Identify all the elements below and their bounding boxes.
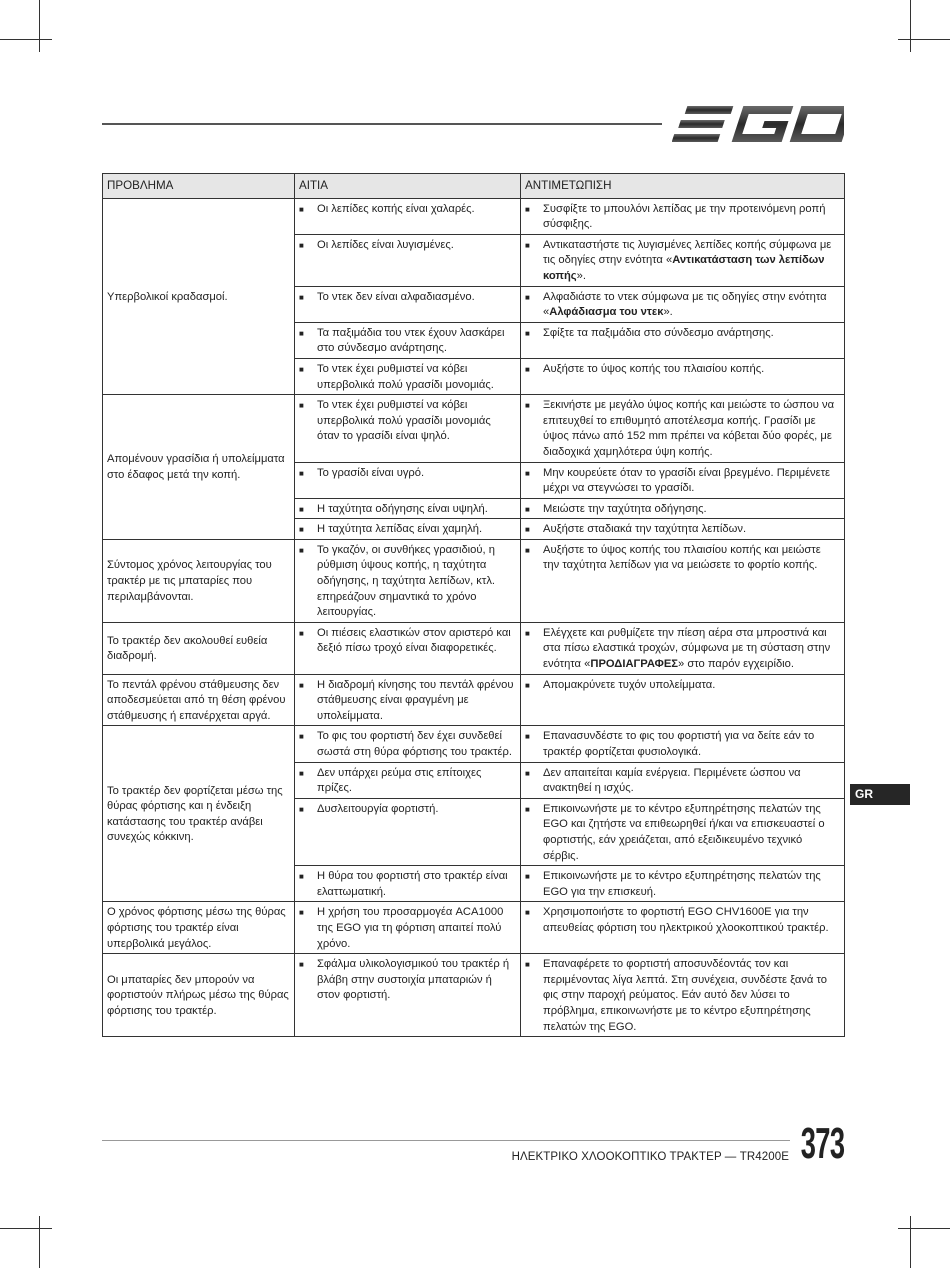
cause-cell [295, 286, 521, 322]
section-reference: Αλφάδιασμα του ντεκ [549, 306, 664, 319]
section-reference: ΠΡΟΔΙΑΓΡΑΦΕΣ [590, 658, 679, 671]
remedy-cell [521, 954, 845, 1037]
problem-cell: Το τρακτέρ δεν φορτίζεται μέσω της θύρας φόρτισης και η ένδειξη κατάστασης του τρακτέρ ανάβει συνεχώς κόκκινη. [103, 726, 295, 902]
remedy-segment: Επικοινωνήστε με το κέντρο εξυπηρέτησης πελατών της EGO και ζητήστε να επιθεωρηθεί ή/και να επισκευαστεί ο φορτιστής, εάν χρειάζεται, από εξειδικευμένο τεχνικό σέρβις. [543, 802, 825, 862]
cause-cell [295, 726, 521, 762]
cause-cell [295, 234, 521, 286]
remedy-segment: Επαναφέρετε το φορτιστή αποσυνδέοντάς τον και περιμένοντας λίγα λεπτά. Στη συνέχεια, συνδέστε ξανά το φις στην παροχή ρεύματος. Εάν αυτό δεν λύσει το πρόβλημα, επικοινωνήστε με το κέντρο εξυπηρέτησης πελατών της EGO. [543, 958, 827, 1033]
cause-cell [295, 498, 521, 519]
cause-text: ■ Η ταχύτητα οδήγησης είναι υψηλή. [299, 502, 516, 518]
crop-mark [910, 1216, 911, 1268]
remedy-text [525, 678, 840, 694]
remedy-segment: Επανασυνδέστε το φις του φορτιστή για να δείτε εάν το τρακτέρ φορτίζεται φυσιολογικά. [543, 730, 815, 758]
header-rule [102, 123, 662, 125]
remedy-segment: Αυξήστε σταδιακά την ταχύτητα λεπίδων. [543, 523, 747, 536]
remedy-text [525, 326, 840, 342]
crop-mark [898, 1228, 950, 1229]
remedy-segment: ». [663, 306, 673, 319]
remedy-text [525, 290, 840, 321]
remedy-segment: Αυξήστε το ύψος κοπής του πλαισίου κοπής και μειώστε την ταχύτητα λεπίδων για να μειώσετε το φορτίο κοπής. [543, 543, 821, 572]
language-tab: GR [850, 784, 910, 805]
cause-text: ■ Το ντεκ δεν είναι αλφαδιασμένο. [299, 290, 516, 306]
cause-cell [295, 622, 521, 674]
remedy-text [525, 905, 840, 936]
cause-text: ■ Η θύρα του φορτιστή στο τρακτέρ είναι ελαττωματική. [299, 869, 516, 900]
header-cause: ΑΙΤΙΑ [295, 174, 521, 199]
cause-text: ■ Το γκαζόν, οι συνθήκες γρασιδιού, η ρύθμιση ύψους κοπής, η ταχύτητα οδήγησης, η ταχύτητα λεπίδων, κτλ. επηρεάζουν σημαντικά το χρόνο λειτουργίας. [299, 543, 516, 621]
cause-cell [295, 762, 521, 798]
cause-cell [295, 954, 521, 1037]
remedy-cell [521, 762, 845, 798]
problem-cell: Οι μπαταρίες δεν μπορούν να φορτιστούν πλήρως μέσω της θύρας φόρτισης του τρακτέρ. [103, 954, 295, 1037]
section-reference: Αντικατάσταση των λεπίδων κοπής [543, 254, 825, 282]
cause-text: ■ Το γρασίδι είναι υγρό. [299, 466, 516, 482]
cause-cell [295, 198, 521, 234]
remedy-cell [521, 798, 845, 865]
remedy-segment: Σφίξτε τα παξιμάδια στο σύνδεσμο ανάρτησης. [543, 326, 774, 339]
cause-cell [295, 519, 521, 540]
footer-rule [102, 1140, 790, 1141]
cause-text: ■ Οι πιέσεις ελαστικών στον αριστερό και δεξιό πίσω τροχό είναι διαφορετικές. [299, 626, 516, 657]
remedy-text [525, 729, 840, 760]
remedy-text [525, 202, 840, 233]
table-row [103, 395, 845, 462]
cause-text: ■ Το ντεκ έχει ρυθμιστεί να κόβει υπερβολικά πολύ γρασίδι μονομιάς όταν το γρασίδι είναι ψηλό. [299, 398, 516, 445]
remedy-cell [521, 866, 845, 902]
remedy-text [525, 238, 840, 285]
table-row [103, 674, 845, 726]
remedy-text [525, 543, 840, 574]
footer-title: ΗΛΕΚΤΡΙΚΟ ΧΛΟΟΚΟΠΤΙΚΟ ΤΡΑΚΤΕΡ — TR4200E [511, 1151, 789, 1163]
remedy-cell [521, 902, 845, 954]
table-row [103, 539, 845, 622]
remedy-cell [521, 519, 845, 540]
table-header-row [103, 174, 845, 199]
cause-cell [295, 395, 521, 462]
cause-text: ■ Σφάλμα υλικολογισμικού του τρακτέρ ή βλάβη στην συστοιχία μπαταριών ή στον φορτιστή. [299, 957, 516, 1004]
remedy-segment: Χρησιμοποιήστε το φορτιστή EGO CHV1600E για την απευθείας φόρτιση του ηλεκτρικού χλοοκοπτικού τρακτέρ. [543, 906, 829, 934]
remedy-text [525, 522, 840, 538]
cause-text: ■ Δυσλειτουργία φορτιστή. [299, 802, 516, 818]
remedy-segment: Αλφαδιάστε το ντεκ σύμφωνα με τις οδηγίες στην ενότητα « [543, 290, 827, 319]
remedy-segment: Συσφίξτε το μπουλόνι λεπίδας με την προτεινόμενη ροπή σύσφιξης. [543, 202, 826, 231]
cause-text: ■ Η χρήση του προσαρμογέα ACA1000 της EGO για τη φόρτιση απαιτεί πολύ χρόνο. [299, 905, 516, 952]
problem-cell: Υπερβολικοί κραδασμοί. [103, 198, 295, 395]
cause-cell [295, 539, 521, 622]
header-problem: ΠΡΟΒΛΗΜΑ [103, 174, 295, 199]
remedy-segment: Μην κουρεύετε όταν το γρασίδι είναι βρεγμένο. Περιμένετε μέχρι να στεγνώσει το γρασίδι. [543, 466, 831, 495]
crop-mark [0, 39, 52, 40]
remedy-text [525, 957, 840, 1035]
remedy-segment: Μειώστε την ταχύτητα οδήγησης. [543, 502, 707, 515]
cause-text: ■ Δεν υπάρχει ρεύμα στις επίτοιχες πρίζες. [299, 766, 516, 797]
remedy-segment: Επικοινωνήστε με το κέντρο εξυπηρέτησης πελατών της EGO για την επισκευή. [543, 870, 821, 898]
table-row [103, 902, 845, 954]
remedy-segment: Δεν απαιτείται καμία ενέργεια. Περιμένετε ώσπου να ανακτηθεί η ισχύς. [543, 766, 801, 795]
remedy-text [525, 362, 840, 378]
table-row [103, 726, 845, 762]
cause-text: ■ Οι λεπίδες κοπής είναι χαλαρές. [299, 202, 516, 218]
header-remedy: ΑΝΤΙΜΕΤΩΠΙΣΗ [521, 174, 845, 199]
remedy-text [525, 502, 840, 518]
remedy-cell [521, 198, 845, 234]
remedy-cell [521, 622, 845, 674]
cause-cell [295, 674, 521, 726]
crop-mark [898, 39, 950, 40]
table-body [103, 198, 845, 1037]
remedy-text [525, 398, 840, 460]
crop-mark [910, 0, 911, 52]
cause-text: ■ Η ταχύτητα λεπίδας είναι χαμηλή. [299, 522, 516, 538]
table-row [103, 954, 845, 1037]
remedy-text [525, 869, 840, 900]
cause-text: ■ Το ντεκ έχει ρυθμιστεί να κόβει υπερβολικά πολύ γρασίδι μονομιάς. [299, 362, 516, 393]
cause-cell [295, 798, 521, 865]
remedy-cell [521, 322, 845, 358]
remedy-text [525, 802, 840, 864]
crop-mark [0, 1228, 52, 1229]
remedy-segment: ». [576, 269, 586, 282]
troubleshooting-table [102, 173, 845, 1037]
crop-mark [39, 0, 40, 52]
remedy-text [525, 766, 840, 797]
page-number: 373 [800, 1119, 844, 1168]
cause-cell [295, 902, 521, 954]
remedy-text [525, 626, 840, 673]
remedy-cell [521, 358, 845, 394]
crop-mark [39, 1216, 40, 1268]
table-row [103, 198, 845, 234]
remedy-segment: Απομακρύνετε τυχόν υπολείμματα. [543, 678, 716, 691]
problem-cell: Το πεντάλ φρένου στάθμευσης δεν αποδεσμεύεται από τη θέση φρένου στάθμευσης ή επανέρχεται αργά. [103, 674, 295, 726]
cause-text: ■ Οι λεπίδες είναι λυγισμένες. [299, 238, 516, 254]
cause-cell [295, 358, 521, 394]
remedy-cell [521, 726, 845, 762]
cause-text: ■ Τα παξιμάδια του ντεκ έχουν λασκάρει στο σύνδεσμο ανάρτησης. [299, 326, 516, 357]
remedy-cell [521, 498, 845, 519]
table-row [103, 622, 845, 674]
remedy-cell [521, 234, 845, 286]
remedy-segment: Αντικαταστήστε τις λυγισμένες λεπίδες κοπής σύμφωνα με τις οδηγίες στην ενότητα « [543, 238, 832, 267]
remedy-segment: » στο παρόν εγχειρίδιο. [678, 658, 794, 671]
remedy-cell [521, 539, 845, 622]
ego-logo [672, 104, 844, 144]
remedy-segment: Ξεκινήστε με μεγάλο ύψος κοπής και μειώστε το ώσπου να επιτευχθεί το επιθυμητό αποτέλεσμα κοπής. Γρασίδι με ύψος πάνω από 152 mm πρέπει να κόβεται δύο φορές, με διαδοχικά χαμηλότερα ύψη κοπής. [543, 399, 835, 458]
cause-cell [295, 462, 521, 498]
cause-text: ■ Η διαδρομή κίνησης του πεντάλ φρένου στάθμευσης είναι φραγμένη με υπολείμματα. [299, 678, 516, 725]
cause-cell [295, 866, 521, 902]
cause-text: ■ Το φις του φορτιστή δεν έχει συνδεθεί σωστά στη θύρα φόρτισης του τρακτέρ. [299, 729, 516, 760]
remedy-segment: Αυξήστε το ύψος κοπής του πλαισίου κοπής. [543, 362, 765, 375]
remedy-cell [521, 462, 845, 498]
problem-cell: Το τρακτέρ δεν ακολουθεί ευθεία διαδρομή. [103, 622, 295, 674]
problem-cell: Ο χρόνος φόρτισης μέσω της θύρας φόρτισης του τρακτέρ είναι υπερβολικά μεγάλος. [103, 902, 295, 954]
remedy-cell [521, 674, 845, 726]
remedy-text [525, 466, 840, 497]
remedy-segment: Ελέγχετε και ρυθμίζετε την πίεση αέρα στα μπροστινά και στα πίσω ελαστικά τροχών, σύμφωνα με τη σύσταση στην ενότητα « [543, 626, 831, 671]
remedy-cell [521, 286, 845, 322]
problem-cell: Απομένουν γρασίδια ή υπολείμματα στο έδαφος μετά την κοπή. [103, 395, 295, 540]
cause-cell [295, 322, 521, 358]
problem-cell: Σύντομος χρόνος λειτουργίας του τρακτέρ με τις μπαταρίες που περιλαμβάνονται. [103, 539, 295, 622]
remedy-cell [521, 395, 845, 462]
